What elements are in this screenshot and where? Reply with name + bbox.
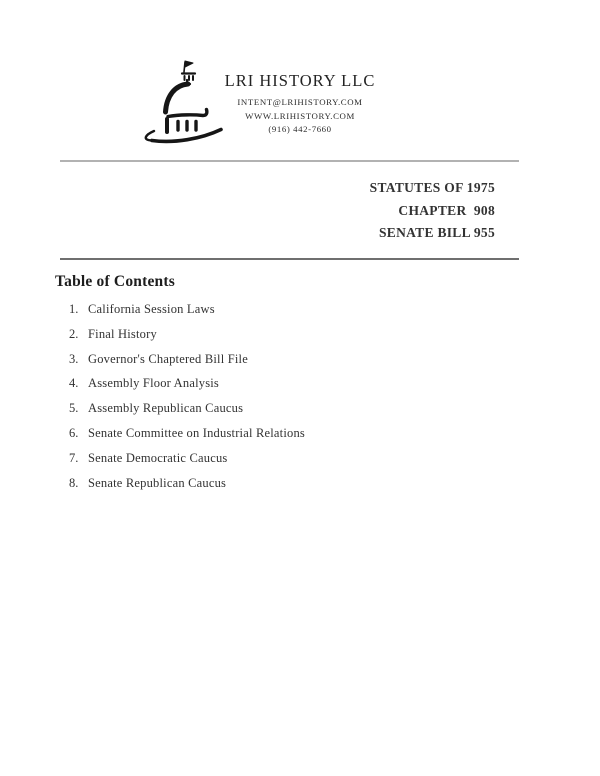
statutes-year-line: STATUTES OF 1975 bbox=[369, 180, 495, 195]
toc-item bbox=[69, 303, 305, 316]
toc-item bbox=[69, 402, 305, 415]
toc-item bbox=[69, 477, 305, 490]
toc-item-label: Assembly Floor Analysis bbox=[88, 376, 219, 391]
toc-item-label: Senate Democratic Caucus bbox=[88, 450, 228, 465]
company-name: LRI HISTORY LLC bbox=[224, 71, 376, 90]
toc-item bbox=[69, 377, 305, 390]
toc-item bbox=[69, 353, 305, 366]
company-contact-block bbox=[205, 96, 395, 137]
toc-item-number: 5. bbox=[69, 401, 79, 416]
company-phone: (916) 442-7660 bbox=[268, 124, 332, 134]
toc-item-label: Senate Republican Caucus bbox=[88, 475, 227, 490]
senate-bill-line: SENATE BILL 955 bbox=[378, 225, 495, 240]
company-header bbox=[205, 71, 395, 137]
toc-item-label: Governor's Chaptered Bill File bbox=[88, 351, 248, 366]
toc-item-label: California Session Laws bbox=[88, 302, 215, 316]
statute-reference-block bbox=[295, 177, 495, 245]
company-email: INTENT@LRIHISTORY.COM bbox=[237, 97, 363, 107]
toc-item-label: Assembly Republican Caucus bbox=[88, 401, 244, 416]
toc-item bbox=[69, 427, 305, 440]
toc-item-number: 2. bbox=[69, 326, 79, 341]
toc-item-number: 4. bbox=[69, 376, 79, 391]
toc-item-number: 8. bbox=[69, 475, 79, 490]
toc-item-number: 7. bbox=[69, 450, 79, 465]
divider-top bbox=[60, 160, 519, 162]
divider-bottom bbox=[60, 258, 519, 260]
toc-list bbox=[69, 303, 305, 501]
toc-title: Table of Contents bbox=[55, 273, 175, 290]
toc-item-label: Senate Committee on Industrial Relations bbox=[88, 425, 305, 440]
toc-item-label: Final History bbox=[88, 326, 157, 341]
toc-item bbox=[69, 328, 305, 341]
toc-item-number: 3. bbox=[69, 351, 79, 366]
chapter-line: CHAPTER 908 bbox=[398, 202, 495, 218]
toc-item-number: 1. bbox=[69, 302, 79, 316]
toc-item-number: 6. bbox=[69, 425, 79, 440]
toc-item bbox=[69, 452, 305, 465]
company-website: WWW.LRIHISTORY.COM bbox=[245, 110, 355, 121]
